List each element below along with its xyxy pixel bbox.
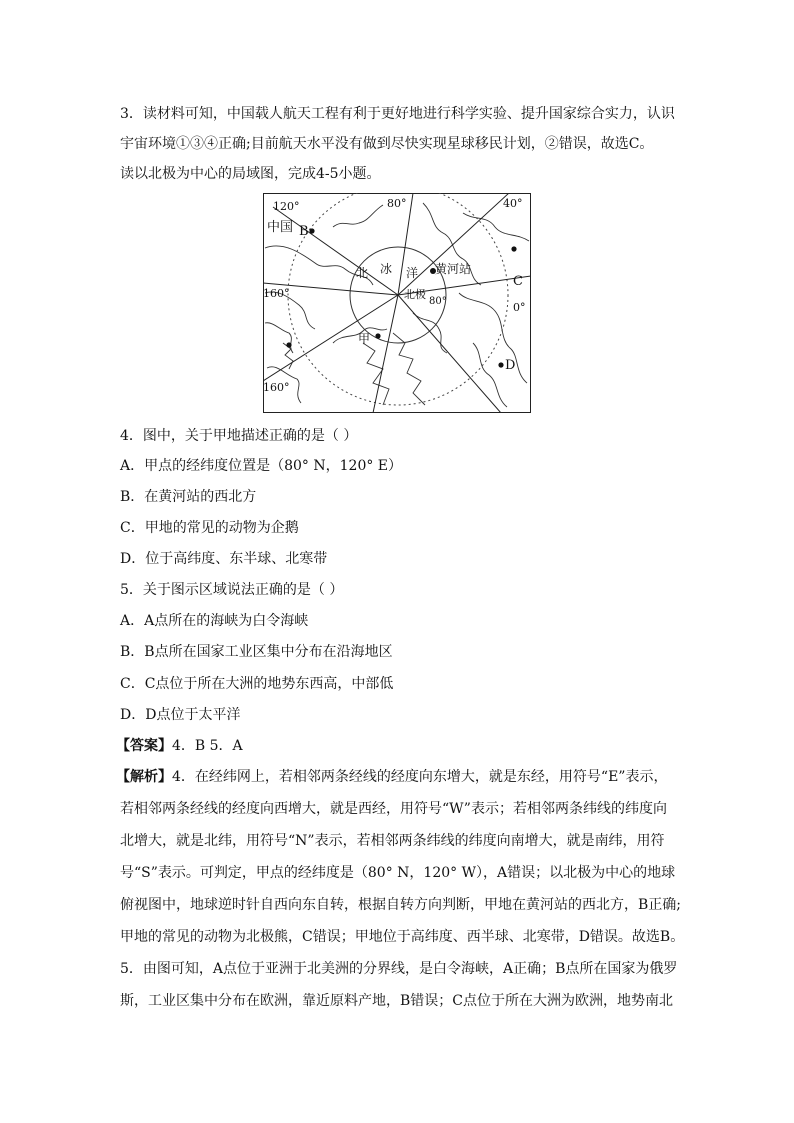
text-line: 3．读材料可知，中国载人航天工程有利于更好地进行科学实验、提升国家综合实力，认识 — [120, 106, 675, 122]
question-5-option: D．D点位于太平洋 — [120, 707, 241, 723]
text-line: 宇宙环境①③④正确;目前航天水平没有做到尽快实现星球移民计划，②错误，故选C。 — [120, 136, 654, 152]
question-4-option: C．甲地的常见的动物为企鹅 — [120, 520, 299, 536]
analysis-line: 北增大，就是北纬，用符号“N”表示，若相邻两条纬线的纬度向南增大，就是南纬，用符 — [120, 833, 665, 849]
analysis-text: 4．在经纬网上，若相邻两条经线的经度向东增大，就是东经，用符号“E”表示， — [172, 769, 668, 785]
latitude-label: 80° — [429, 296, 447, 307]
analysis-line: 斯，工业区集中分布在欧洲，靠近原料产地，B错误；C点位于所在大洲为欧洲，地势南北 — [120, 993, 673, 1009]
text-line: 读以北极为中心的局域图，完成4-5小题。 — [120, 166, 381, 182]
question-4-option: D．位于高纬度、东半球、北寒带 — [120, 551, 328, 567]
question-5-option: B．B点所在国家工业区集中分布在沿海地区 — [120, 644, 393, 660]
china-label: 中国 — [267, 220, 294, 235]
analysis-line: 俯视图中，地球逆时针自西向东自转，根据自转方向判断，甲地在黄河站的西北方，B正确; — [120, 897, 682, 913]
point-d-label: D — [505, 358, 516, 373]
map-figure — [263, 193, 531, 413]
question-4-stem: 4．图中，关于甲地描述正确的是（ ） — [120, 428, 358, 444]
station-label: 黄河站 — [435, 262, 472, 276]
analysis-line: 若相邻两条经线的经度向西增大，就是西经，用符号“W”表示；若相邻两条纬线的纬度向 — [120, 801, 667, 817]
longitude-label: 0° — [513, 301, 526, 314]
question-4-option: B．在黄河站的西北方 — [120, 489, 257, 505]
ocean-label-char: 北 — [356, 266, 369, 280]
question-5-option: C．C点位于所在大洲的地势东西高，中部低 — [120, 676, 394, 692]
analysis-line: 甲地的常见的动物为北极熊，C错误；甲地位于高纬度、西半球、北寒带，D错误。故选B。 — [120, 929, 685, 945]
analysis-tag: 【解析】 — [116, 769, 172, 785]
north-pole-label: 北极 — [404, 288, 426, 301]
ocean-label-char: 冰 — [380, 262, 393, 276]
longitude-label: 40° — [503, 197, 523, 210]
analysis-line — [116, 767, 667, 787]
longitude-label: 160° — [263, 381, 290, 394]
longitude-label: 120° — [273, 200, 300, 213]
point-jia-label: 甲 — [358, 332, 371, 346]
question-5-stem: 5．关于图示区域说法正确的是（ ） — [120, 582, 344, 598]
analysis-line: 5．由图可知，A点位于亚洲于北美洲的分界线，是白令海峡，A正确；B点所在国家为俄罗 — [120, 961, 678, 977]
longitude-label: 160° — [263, 287, 290, 300]
answer-text: 4．B 5．A — [172, 738, 243, 754]
answer-line — [116, 736, 243, 756]
longitude-label: 80° — [387, 197, 407, 210]
ocean-label-char: 洋 — [406, 266, 419, 280]
north-pole-map — [263, 193, 531, 413]
question-5-option: A．A点所在的海峡为白令海峡 — [120, 613, 309, 629]
answer-tag: 【答案】 — [116, 738, 172, 754]
point-c-label: C — [513, 274, 523, 289]
analysis-line: 号“S”表示。可判定，甲点的经纬度是（80° N，120° W），A错误；以北极为中心的地球 — [120, 865, 676, 881]
question-4-option: A．甲点的经纬度位置是（80° N，120° E） — [120, 458, 403, 474]
point-b-label: B — [299, 224, 309, 239]
